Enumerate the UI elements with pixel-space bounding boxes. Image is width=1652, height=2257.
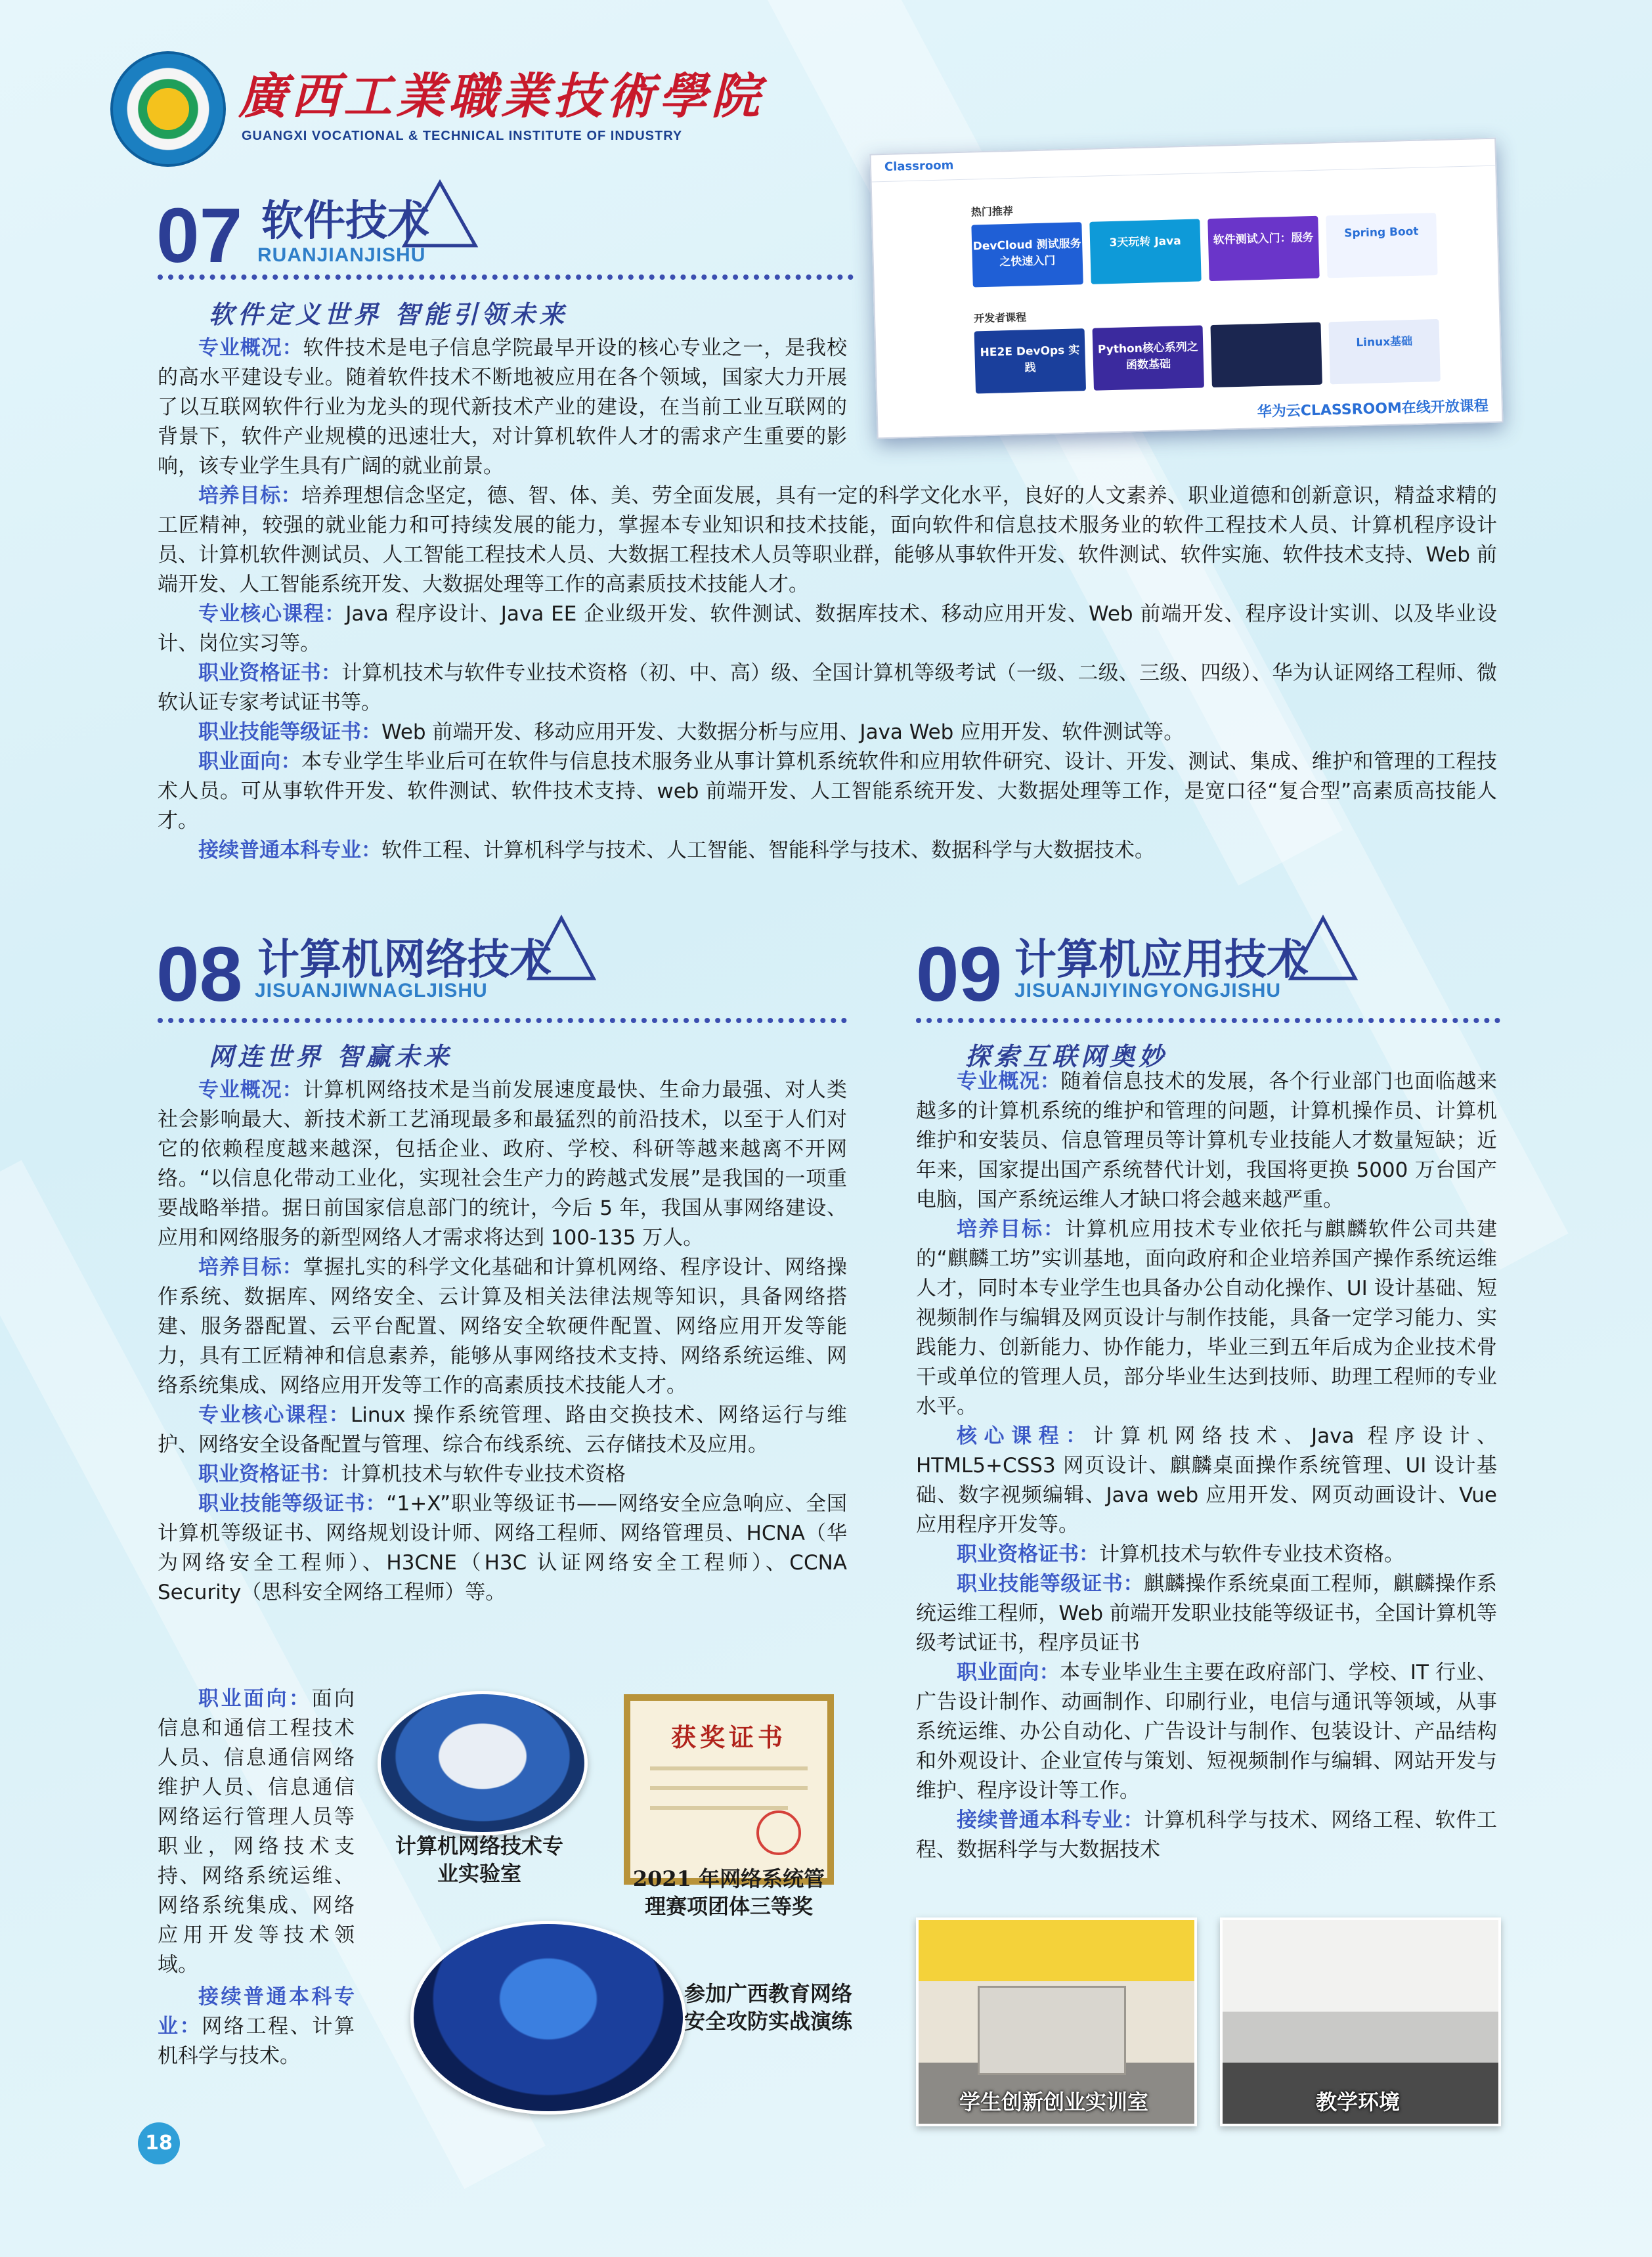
- section-08-number: 08: [156, 931, 243, 1018]
- skill-text: Web 前端开发、移动应用开发、大数据分析与应用、Java Web 应用开发、软件测试等。: [381, 720, 1185, 744]
- section-09-slogan: 探索互联网奥妙: [965, 1041, 1168, 1071]
- teaching-environment-caption: 教学环境: [1315, 2090, 1400, 2115]
- lab-photo: [378, 1691, 588, 1835]
- career-text: 本专业学生毕业后可在软件与信息技术服务业从事计算机系统软件和应用软件研究、设计、开发、测试、集成、维护和管理的工程技术人员。可从事软件开发、软件测试、软件技术支持、web 前端开发、人工智能系统开发、大数据处理等工作，是宽口径“复合型”高素质高技能人才。: [158, 750, 1497, 833]
- label: 职业资格证书：: [198, 661, 342, 685]
- core-text: Java 程序设计、Java EE 企业级开发、软件测试、数据库技术、移动应用开发、Web 前端开发、程序设计实训、以及毕业设计、岗位实习等。: [158, 602, 1497, 655]
- label: 专业核心课程：: [198, 602, 346, 626]
- section-08-career: [158, 1684, 355, 2071]
- section-09-title: 计算机应用技术: [1014, 936, 1309, 984]
- overview-text: 软件技术是电子信息学院最早开设的核心专业之一，是我校的高水平建设专业。随着软件技术不断地被应用在各个领域，国家大力开展了以互联网软件行业为龙头的现代新技术产业的建设，在当前工业互联网的背景下，软件产业规模的迅速壮大，对计算机软件人才的需求产生重要的影响，该专业学生具有广阔的就业前景。: [158, 336, 847, 478]
- section-08-slogan: 网连世界 智赢未来: [209, 1041, 453, 1071]
- label: 培养目标：: [198, 484, 302, 508]
- certificate-title: 获奖证书: [670, 1723, 787, 1752]
- label: 接续普通本科专业：: [198, 839, 381, 862]
- competition-photo: [410, 1921, 686, 2115]
- skill-text: “1+X”职业等级证书——网络安全应急响应、全国计算机等级证书、网络规划设计师、网络工程师、网络管理员、HCNA（华为网络安全工程师）、H3CNE（H3C 认证网络安全工程师）、CCNA Security（思科安全网络工程师）等。: [158, 1492, 848, 1604]
- section-08-title: 计算机网络技术: [257, 936, 552, 984]
- school-name-en: GUANGXI VOCATIONAL & TECHNICAL INSTITUTE OF INDUSTRY: [242, 129, 683, 143]
- screenshot-hot-label: 热门推荐: [970, 204, 1014, 219]
- school-name-cn: 廣西工業職業技術學院: [238, 68, 764, 125]
- career-text: 面向信息和通信工程技术人员、信息通信网络维护人员、信息通信网络运行管理人员等职业，网络技术支持、网络系统运维、网络系统集成、网络应用开发等技术领域。: [158, 1687, 355, 1977]
- section-07-title: 软件技术: [261, 197, 429, 246]
- section-07-details: [158, 481, 1497, 866]
- school-logo: [110, 51, 764, 169]
- label: 职业资格证书：: [198, 1462, 341, 1486]
- label: 职业技能等级证书：: [957, 1572, 1144, 1596]
- screenshot-card: 软件测试入门：服务: [1207, 216, 1319, 281]
- cert-text: 计算机技术与软件专业技术资格。: [1099, 1543, 1404, 1566]
- skill-text: 麒麟操作系统桌面工程师，麒麟操作系统运维工程师，Web 前端开发职业技能等级证书，全国计算机等级考试证书，程序员证书: [916, 1572, 1498, 1655]
- screenshot-card: HE2E DevOps 实践: [974, 328, 1086, 393]
- overview-text: 计算机网络技术是当前发展速度最快、生命力最强、对人类社会影响最大、新技术新工艺涌现最多和最猛烈的前沿技术，以至于人们对它的依赖程度越来越深，包括企业、政府、学校、科研等越来越离不开网络。“以信息化带动工业化，实现社会生产力的跨越式发展”是我国的一项重要战略举措。据日前国家信息部门的统计，今后 5 年，我国从事网络建设、应用和网络服务的新型网络人才需求将达到 100-135 万人。: [158, 1078, 847, 1250]
- goal-text: 计算机应用技术专业依托与麒麟软件公司共建的“麒麟工坊”实训基地，面向政府和企业培养国产操作系统运维人才，同时本专业学生也具备办公自动化操作、UI 设计基础、短视频制作与编辑及网页设计与制作技能，具备一定学习能力、实践能力、创新能力、协作能力，毕业三到五年后成为企业技术骨干或单位的管理人员，部分毕业生达到技师、助理工程师的专业水平。: [916, 1217, 1497, 1418]
- screenshot-brand: Classroom: [884, 158, 954, 174]
- label: 培养目标：: [957, 1217, 1065, 1241]
- section-09-divider: [916, 1018, 1500, 1023]
- label: 培养目标：: [198, 1256, 303, 1279]
- label: 专业概况：: [198, 336, 303, 360]
- section-08-divider: [158, 1018, 847, 1023]
- label: 职业面向：: [198, 750, 302, 774]
- section-08-details: [158, 1076, 847, 1608]
- section-07-pinyin: RUANJIANJISHU: [257, 244, 426, 266]
- bachelor-text: 计算机科学与技术、网络工程、软件工程、数据科学与大数据技术: [916, 1808, 1498, 1862]
- screenshot-card: 3天玩转 Java: [1089, 219, 1201, 284]
- label: 职业资格证书：: [957, 1543, 1099, 1566]
- cert-text: 计算机技术与软件专业技术资格: [341, 1462, 626, 1486]
- section-07-overview: [158, 334, 847, 481]
- goal-text: 掌握扎实的科学文化基础和计算机网络、程序设计、网络操作系统、数据库、网络安全、云计算及相关法律法规等知识，具备网络搭建、服务器配置、云平台配置、网络安全软硬件配置、网络应用开发等能力，具有工匠精神和信息素养，能够从事网络技术支持、网络系统运维、网络系统集成、网络应用开发等工作的高素质技术技能人才。: [158, 1256, 847, 1397]
- school-emblem-icon: [110, 51, 226, 167]
- label: 专业核心课程：: [198, 1403, 351, 1427]
- label: 核心课程：: [957, 1424, 1093, 1448]
- screenshot-card: Spring Boot: [1326, 213, 1437, 278]
- label: 专业概况：: [198, 1078, 303, 1102]
- innovation-lab-caption: 学生创新创业实训室: [959, 2090, 1148, 2115]
- core-text: 计算机网络技术、Java 程序设计、HTML5+CSS3 网页设计、麒麟桌面操作系统管理、UI 设计基础、数字视频编辑、Java web 应用开发、网页动画设计、Vue 应用程序开发等。: [916, 1424, 1497, 1537]
- career-text: 本专业毕业生主要在政府部门、学校、IT 行业、广告设计制作、动画制作、印刷行业，电信与通讯等领域，从事系统运维、办公自动化、广告设计与制作、包装设计、产品结构和外观设计、企业宣传与策划、短视频制作与编辑、网站开发与维护、程序设计等工作。: [916, 1661, 1497, 1803]
- section-07-divider: [158, 274, 854, 280]
- screenshot-card: Linux基础: [1328, 319, 1440, 384]
- bachelor-text: 软件工程、计算机科学与技术、人工智能、智能科学与技术、数据科学与大数据技术。: [381, 839, 1155, 862]
- award-certificate: [624, 1694, 834, 1885]
- section-09-details: [916, 1067, 1497, 1865]
- section-08-pinyin: JISUANJIWNAGLJISHU: [255, 980, 488, 1001]
- screenshot-card: DevCloud 测试服务之快速入门: [971, 222, 1083, 287]
- triangle-icon: [401, 177, 479, 250]
- screenshot-card: [1210, 322, 1322, 387]
- label: 职业技能等级证书：: [198, 1492, 387, 1516]
- section-09-number: 09: [916, 931, 1003, 1018]
- screenshot-banner: 华为云CLASSROOM在线开放课程: [1257, 398, 1489, 421]
- classroom-screenshot: [869, 138, 1503, 439]
- triangle-icon: [1287, 913, 1359, 982]
- goal-text: 培养理想信念坚定，德、智、体、美、劳全面发展，具有一定的科学文化水平，良好的人文素养、职业道德和创新意识，精益求精的工匠精神，较强的就业能力和可持续发展的能力，掌握本专业知识和技术技能，面向软件和信息技术服务业的软件工程技术人员、计算机程序设计员、计算机软件测试员、人工智能工程技术人员、大数据工程技术人员等职业群，能够从事软件开发、软件测试、软件实施、软件技术支持、Web 前端开发、人工智能系统开发、大数据处理等工作的高素质技术技能人才。: [158, 484, 1497, 596]
- section-09-pinyin: JISUANJIYINGYONGJISHU: [1014, 980, 1282, 1001]
- award-caption: 2021 年网络系统管理赛项团体三等奖: [632, 1866, 825, 1919]
- label: 专业概况：: [957, 1070, 1061, 1093]
- bachelor-text: 网络工程、计算机科学与技术。: [158, 2015, 355, 2068]
- label: 接续普通本科专业：: [957, 1808, 1144, 1832]
- label: 职业面向：: [957, 1661, 1060, 1684]
- screenshot-card: Python核心系列之函数基础: [1093, 325, 1204, 390]
- competition-caption: 参加广西教育网络安全攻防实战演练: [684, 1981, 852, 2034]
- screenshot-dev-label: 开发者课程: [973, 311, 1027, 325]
- section-07-number: 07: [156, 192, 243, 279]
- core-text: Linux 操作系统管理、路由交换技术、网络运行与维护、网络安全设备配置与管理、综合布线系统、云存储技术及应用。: [158, 1403, 847, 1457]
- lab-photo-caption: 计算机网络技术专业实验室: [395, 1833, 563, 1886]
- overview-text: 随着信息技术的发展，各个行业部门也面临越来越多的计算机系统的维护和管理的问题，计算机操作员、计算机维护和安装员、信息管理员等计算机专业技能人才数量短缺；近年来，国家提出国产系统替代计划，我国将更换 5000 万台国产电脑，国产系统运维人才缺口将会越来越严重。: [916, 1070, 1498, 1212]
- label: 职业技能等级证书：: [198, 720, 381, 744]
- section-07-slogan: 软件定义世界 智能引领未来: [209, 299, 569, 329]
- page-number: 18: [138, 2122, 180, 2164]
- label: 职业面向：: [198, 1687, 312, 1711]
- label: 接续普通本科专业：: [158, 1985, 355, 2038]
- cert-text: 计算机技术与软件专业技术资格（初、中、高）级、全国计算机等级考试（一级、二级、三级、四级）、华为认证网络工程师、微软认证专家考试证书等。: [158, 661, 1498, 714]
- triangle-icon: [525, 913, 598, 982]
